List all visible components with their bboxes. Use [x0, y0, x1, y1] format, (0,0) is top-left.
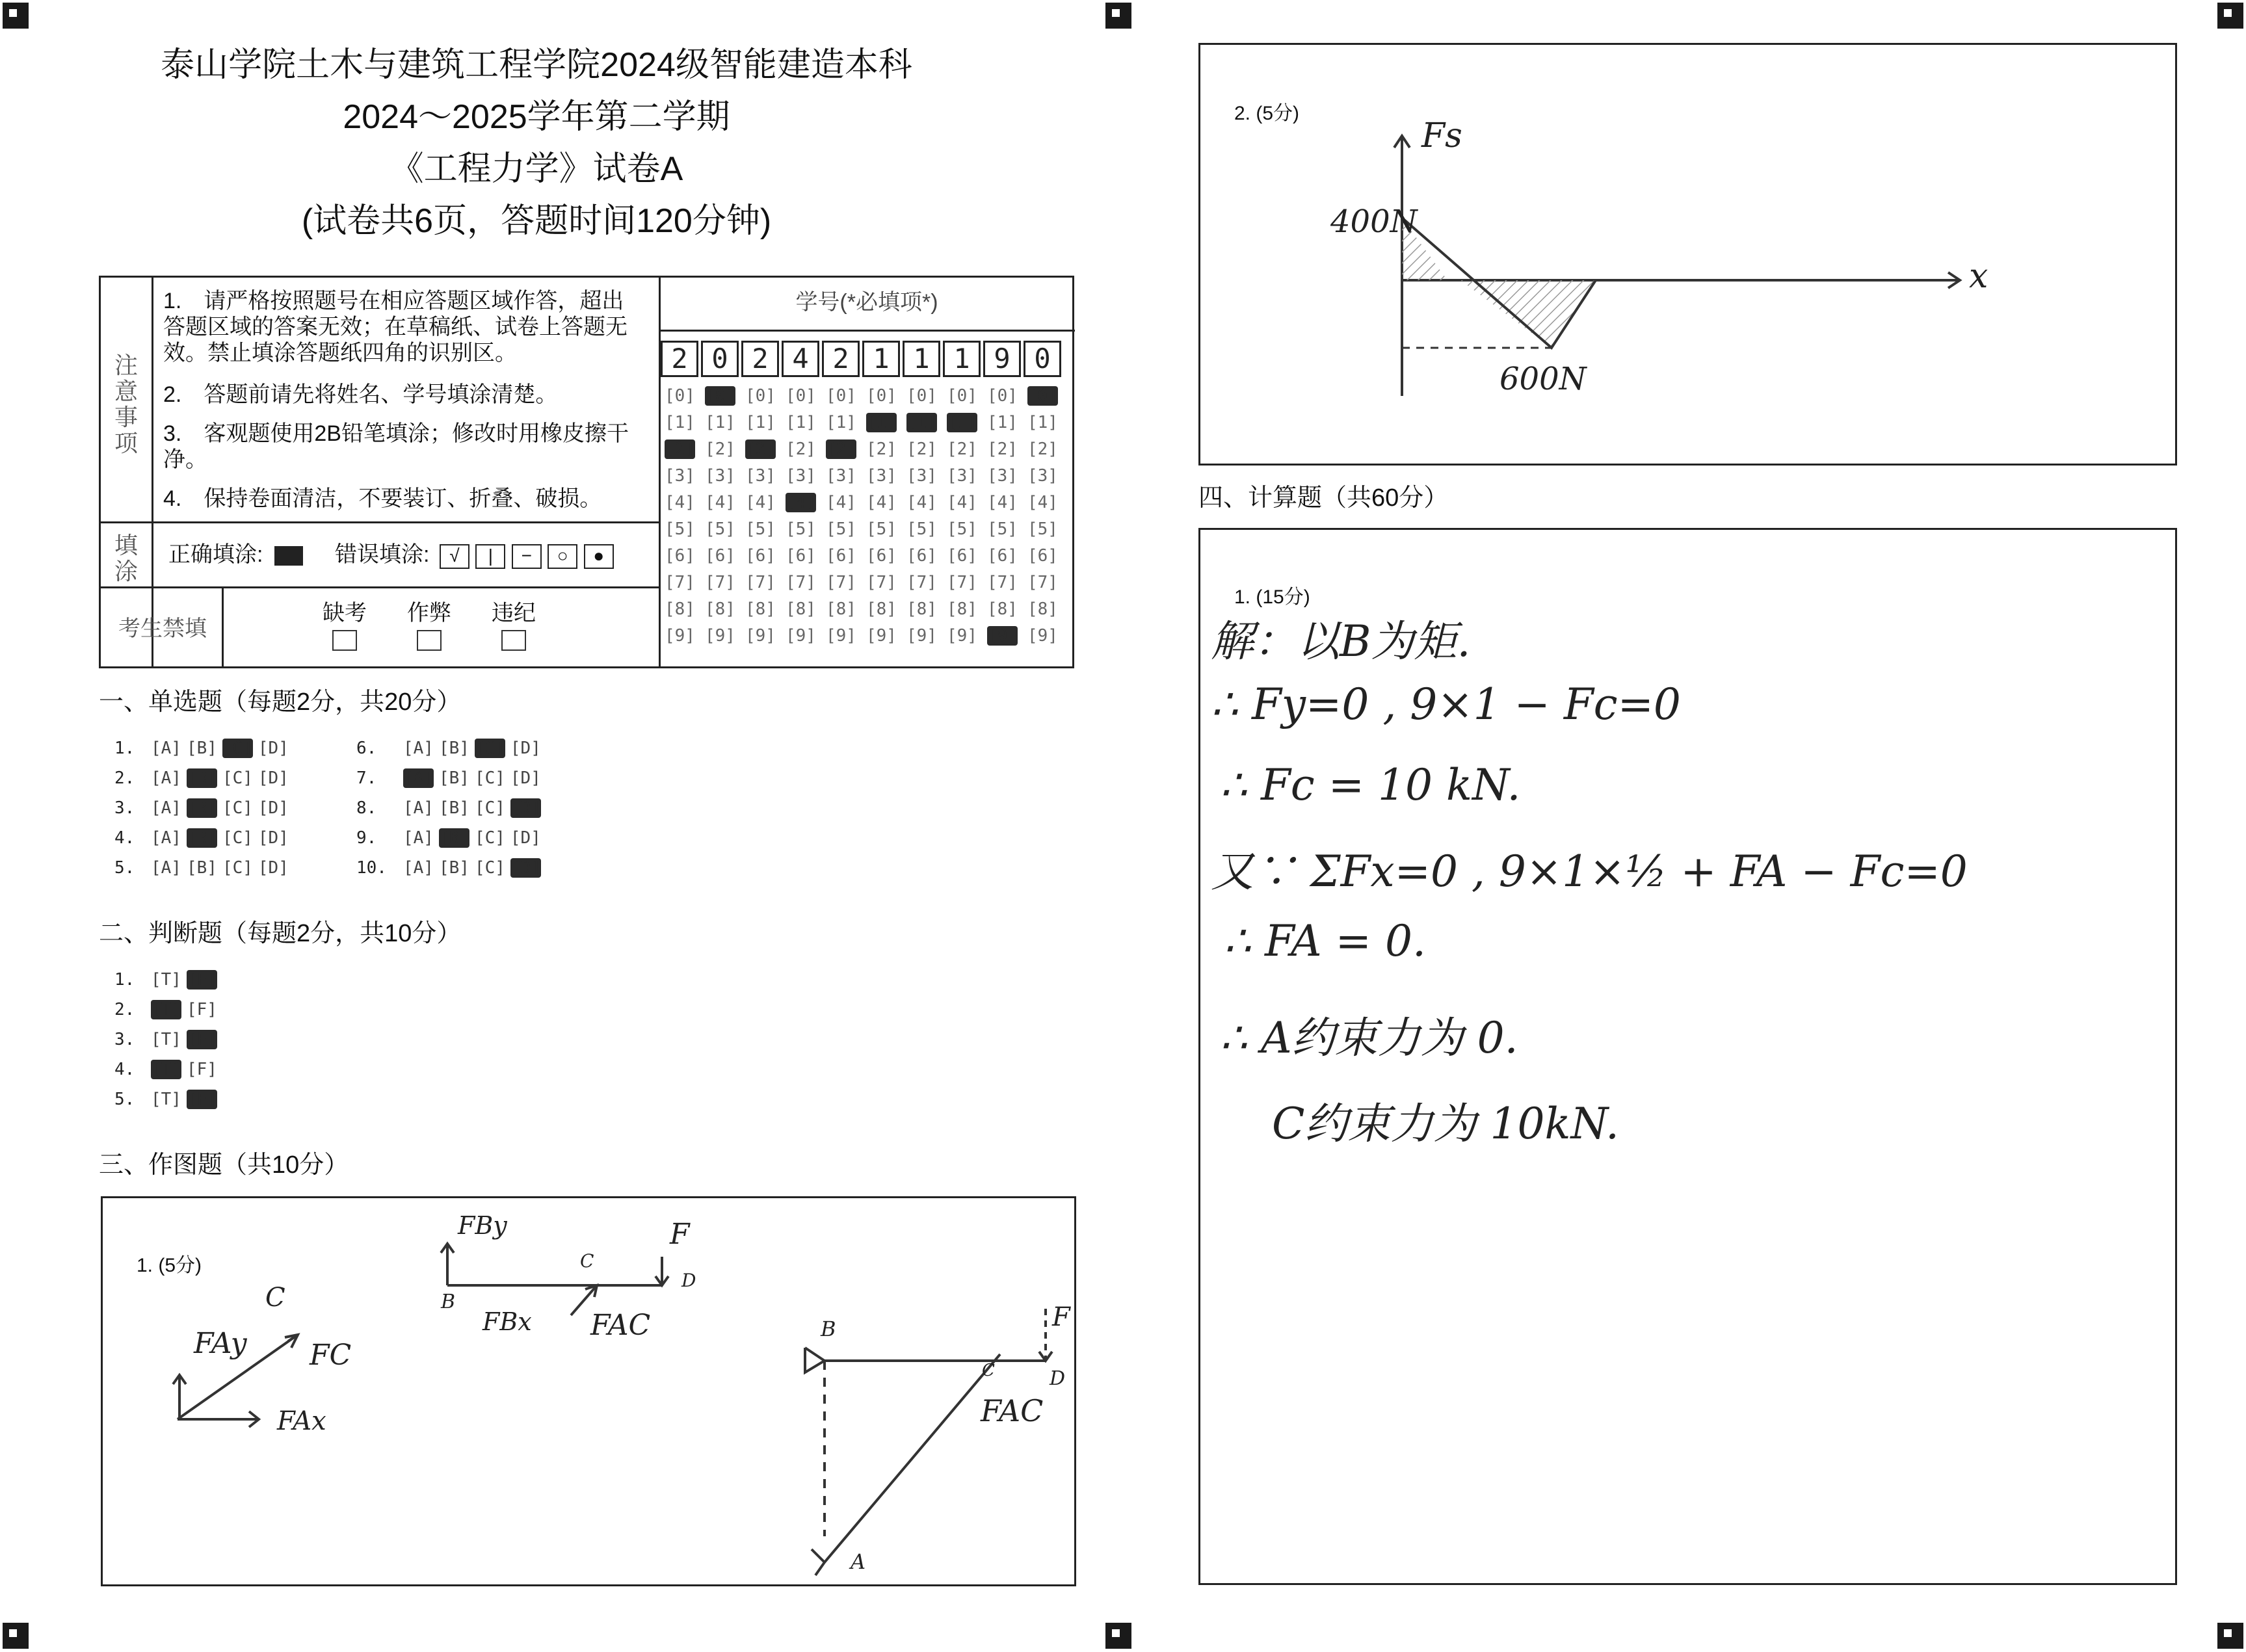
answer-bubble[interactable]: [A] — [151, 768, 181, 788]
student-id-bubble[interactable]: [7] — [906, 573, 937, 592]
student-id-bubble[interactable]: [8] — [786, 599, 816, 619]
shear-question-label: 2. (5分) — [1234, 103, 1300, 124]
shear-x-axis-label: x — [1969, 257, 1988, 296]
hand-label: D — [681, 1270, 696, 1291]
student-id-bubble[interactable]: [9] — [866, 626, 897, 646]
student-id-bubble[interactable]: [4] — [906, 493, 937, 512]
true-false-row — [114, 1060, 217, 1079]
question-number: 4. — [114, 828, 135, 848]
student-id-title: 学号(*必填项*) — [795, 290, 938, 315]
student-id-bubble[interactable]: [5] — [786, 519, 816, 539]
student-id-bubble[interactable]: [4] — [1027, 493, 1058, 512]
hand-label: FAy — [194, 1327, 247, 1360]
solution-line: 解：以B为矩. — [1211, 616, 1471, 666]
proctor-label: 考生禁填 — [118, 616, 207, 641]
answer-bubble[interactable]: [B] — [438, 768, 469, 788]
answer-bubble[interactable]: [B] — [438, 828, 469, 848]
solution-line: ∴ Fc = 10 kN. — [1220, 760, 1521, 810]
answer-bubble[interactable]: [A] — [151, 828, 181, 848]
answer-bubble[interactable]: [T] — [151, 1060, 181, 1079]
student-id-bubble[interactable]: [2] — [745, 439, 776, 459]
student-id-bubble[interactable]: [5] — [665, 519, 695, 539]
proctor-cheat[interactable]: 作弊 — [400, 600, 458, 652]
student-id-bubble[interactable]: [5] — [1027, 519, 1058, 539]
answer-bubble[interactable]: [D] — [258, 828, 289, 848]
fill-correct-sample — [274, 546, 303, 566]
student-id-bubble[interactable]: [1] — [987, 413, 1018, 432]
student-id-bubble[interactable]: [5] — [987, 519, 1018, 539]
hand-label: FBy — [458, 1211, 507, 1240]
student-id-bubble[interactable]: [8] — [906, 599, 937, 619]
student-id-bubble[interactable]: [0] — [987, 386, 1018, 406]
answer-bubble[interactable]: [A] — [403, 828, 434, 848]
student-id-bubble[interactable]: [3] — [1027, 466, 1058, 486]
student-id-digit-cell: 9 — [983, 341, 1021, 377]
calculation-answer-box[interactable] — [1198, 528, 2177, 1585]
student-id-digit-cell: 0 — [701, 341, 739, 377]
solution-line: ∴ FA = 0. — [1224, 916, 1426, 966]
student-id-bubble[interactable]: [1] — [1027, 413, 1058, 432]
notice-label: 注意事项 — [114, 352, 138, 456]
student-id-bubble[interactable]: [6] — [906, 546, 937, 566]
answer-bubble[interactable]: [C] — [222, 858, 253, 878]
question-number: 9. — [356, 828, 377, 848]
answer-bubble[interactable]: [F] — [186, 970, 217, 990]
student-id-bubble[interactable]: [1] — [866, 413, 897, 432]
proctor-violation[interactable]: 违纪 — [484, 600, 543, 652]
fill-wrong-label: 错误填涂: √ | − ○ ● — [335, 542, 614, 569]
student-id-bubble[interactable]: [6] — [826, 546, 856, 566]
question-number: 8. — [356, 798, 377, 818]
answer-bubble[interactable]: [D] — [258, 739, 289, 758]
hand-label: F — [670, 1218, 690, 1251]
notice-item-3: 3. 客观题使用2B铅笔填涂；修改时用橡皮擦干净。 — [163, 421, 629, 472]
hand-label: FBx — [482, 1307, 532, 1336]
answer-bubble[interactable]: [C] — [474, 768, 505, 788]
single-choice-row — [356, 828, 541, 848]
answer-bubble[interactable]: [B] — [438, 858, 469, 878]
student-id-bubble[interactable]: [1] — [826, 413, 856, 432]
single-choice-row — [114, 828, 289, 848]
student-id-digit-cell: 1 — [862, 341, 900, 377]
student-id-bubble[interactable]: [9] — [987, 626, 1018, 646]
answer-bubble[interactable]: [F] — [186, 1000, 217, 1019]
question-number: 2. — [114, 768, 135, 788]
student-id-bubble[interactable]: [2] — [947, 439, 977, 459]
student-id-digit-cell: 2 — [822, 341, 860, 377]
student-id-bubble[interactable]: [0] — [665, 386, 695, 406]
student-id-bubble[interactable]: [8] — [866, 599, 897, 619]
answer-bubble[interactable]: [A] — [403, 739, 434, 758]
student-id-bubble[interactable]: [1] — [665, 413, 695, 432]
fill-wrong-sample: √ — [440, 544, 469, 569]
single-choice-row — [356, 739, 541, 758]
student-id-bubble[interactable]: [2] — [705, 439, 735, 459]
student-id-bubble[interactable]: [6] — [1027, 546, 1058, 566]
student-id-bubble[interactable]: [6] — [947, 546, 977, 566]
hand-label: B — [441, 1291, 456, 1313]
hand-label: C — [982, 1361, 995, 1380]
student-id-bubble[interactable]: [2] — [786, 439, 816, 459]
hand-label: C — [265, 1283, 285, 1313]
notice-item-2: 2. 答题前请先将姓名、学号填涂清楚。 — [163, 382, 558, 407]
answer-bubble[interactable]: [T] — [151, 1030, 181, 1049]
student-id-bubble[interactable]: [6] — [745, 546, 776, 566]
student-id-bubble[interactable]: [9] — [906, 626, 937, 646]
answer-bubble[interactable]: [A] — [403, 798, 434, 818]
exam-title-line2: 2024～2025学年第二学期 — [343, 98, 730, 136]
single-choice-row — [114, 798, 289, 818]
answer-bubble[interactable]: [A] — [403, 768, 434, 788]
hand-label: B — [821, 1317, 836, 1341]
student-id-bubble[interactable]: [3] — [705, 466, 735, 486]
hand-label: FAx — [277, 1406, 326, 1436]
answer-bubble[interactable]: [A] — [151, 858, 181, 878]
student-id-bubble[interactable]: [3] — [826, 466, 856, 486]
answer-bubble[interactable]: [D] — [510, 858, 541, 878]
student-id-bubble[interactable]: [4] — [745, 493, 776, 512]
single-choice-row — [356, 798, 541, 818]
student-id-bubble[interactable]: [8] — [665, 599, 695, 619]
student-id-bubble[interactable]: [1] — [947, 413, 977, 432]
student-id-bubble[interactable]: [7] — [745, 573, 776, 592]
question-number: 2. — [114, 1000, 135, 1019]
student-id-bubble[interactable]: [7] — [705, 573, 735, 592]
answer-bubble[interactable]: [B] — [186, 768, 217, 788]
single-choice-row — [356, 768, 541, 788]
answer-bubble[interactable]: [D] — [258, 768, 289, 788]
student-id-digit-cell: 0 — [1024, 341, 1061, 377]
student-id-bubble[interactable]: [8] — [1027, 599, 1058, 619]
answer-bubble[interactable]: [B] — [186, 798, 217, 818]
answer-bubble[interactable]: [D] — [258, 858, 289, 878]
student-id-bubble[interactable]: [3] — [987, 466, 1018, 486]
student-id-bubble[interactable]: [6] — [866, 546, 897, 566]
answer-bubble[interactable]: [T] — [151, 1000, 181, 1019]
answer-bubble[interactable]: [B] — [186, 739, 217, 758]
answer-bubble[interactable]: [C] — [222, 798, 253, 818]
student-id-bubble[interactable]: [9] — [665, 626, 695, 646]
corner-mark — [3, 1623, 29, 1649]
solution-line: 又∵ ΣFx=0 , 9×1×½ + FA − Fc=0 — [1211, 846, 1968, 897]
answer-bubble[interactable]: [C] — [222, 739, 253, 758]
student-id-bubble[interactable]: [4] — [705, 493, 735, 512]
question-number: 1. — [114, 739, 135, 758]
answer-bubble[interactable]: [C] — [474, 828, 505, 848]
student-id-bubble[interactable]: [3] — [947, 466, 977, 486]
question-number: 4. — [114, 1060, 135, 1079]
answer-bubble[interactable]: [D] — [510, 828, 541, 848]
student-id-bubble[interactable]: [3] — [745, 466, 776, 486]
section3-title: 三、作图题（共10分） — [99, 1151, 349, 1179]
hand-label: D — [1050, 1367, 1066, 1390]
student-id-digit-cell: 1 — [943, 341, 981, 377]
student-id-bubble[interactable]: [0] — [786, 386, 816, 406]
student-id-bubble[interactable]: [4] — [786, 493, 816, 512]
student-id-bubble[interactable]: [6] — [786, 546, 816, 566]
student-id-bubble[interactable]: [1] — [786, 413, 816, 432]
answer-bubble[interactable]: [C] — [474, 858, 505, 878]
hand-label: FAC — [590, 1309, 651, 1342]
proctor-violation-checkbox[interactable] — [501, 630, 526, 651]
student-id-bubble[interactable]: [5] — [745, 519, 776, 539]
calculation-question-label: 1. (15分) — [1234, 586, 1310, 608]
question-number: 3. — [114, 798, 135, 818]
student-id-bubble[interactable]: [0] — [866, 386, 897, 406]
answer-bubble[interactable]: [F] — [186, 1060, 217, 1079]
student-id-bubble[interactable]: [4] — [987, 493, 1018, 512]
student-id-bubble[interactable]: [4] — [947, 493, 977, 512]
true-false-row — [114, 1000, 217, 1019]
proctor-absent[interactable]: 缺考 — [315, 600, 374, 652]
answer-bubble[interactable]: [F] — [186, 1030, 217, 1049]
student-id-bubble[interactable]: [7] — [1027, 573, 1058, 592]
student-id-digit-cell: 4 — [782, 341, 819, 377]
corner-mark — [2217, 1623, 2243, 1649]
shear-axis-label: Fs — [1421, 116, 1462, 155]
student-id-bubble[interactable]: [8] — [826, 599, 856, 619]
section2-title: 二、判断题（每题2分，共10分） — [99, 920, 462, 947]
answer-bubble[interactable]: [D] — [258, 798, 289, 818]
student-id-bubble[interactable]: [6] — [987, 546, 1018, 566]
student-id-bubble[interactable]: [7] — [866, 573, 897, 592]
student-id-bubble[interactable]: [4] — [866, 493, 897, 512]
answer-bubble[interactable]: [D] — [510, 739, 541, 758]
exam-title-line3: 《工程力学》试卷A — [390, 150, 683, 188]
notice-item-4: 4. 保持卷面清洁，不要装订、折叠、破损。 — [163, 486, 602, 511]
fill-wrong-sample: ● — [584, 544, 614, 569]
student-id-bubble[interactable]: [5] — [906, 519, 937, 539]
student-id-bubble[interactable]: [3] — [906, 466, 937, 486]
student-id-bubble[interactable]: [9] — [1027, 626, 1058, 646]
student-id-bubble[interactable]: [2] — [866, 439, 897, 459]
corner-mark — [1105, 1623, 1131, 1649]
answer-bubble[interactable]: [A] — [403, 858, 434, 878]
single-choice-row — [114, 768, 289, 788]
answer-bubble[interactable]: [C] — [222, 828, 253, 848]
hand-label: F — [1052, 1302, 1070, 1332]
student-id-bubble[interactable]: [8] — [745, 599, 776, 619]
student-id-bubble[interactable]: [2] — [826, 439, 856, 459]
student-id-bubble[interactable]: [7] — [826, 573, 856, 592]
student-id-digit-cell: 1 — [903, 341, 940, 377]
answer-bubble[interactable]: [D] — [510, 798, 541, 818]
fill-wrong-sample: − — [512, 544, 542, 569]
student-id-bubble[interactable]: [2] — [987, 439, 1018, 459]
student-id-bubble[interactable]: [9] — [745, 626, 776, 646]
student-id-bubble[interactable]: [9] — [826, 626, 856, 646]
true-false-row — [114, 1030, 217, 1049]
question-number: 7. — [356, 768, 377, 788]
student-id-bubble[interactable]: [2] — [906, 439, 937, 459]
hand-label: A — [851, 1549, 866, 1574]
student-id-bubble[interactable]: [7] — [786, 573, 816, 592]
student-id-bubble[interactable]: [9] — [705, 626, 735, 646]
student-id-bubble[interactable]: [9] — [786, 626, 816, 646]
fill-correct-label: 正确填涂: — [168, 542, 303, 568]
student-id-bubble[interactable]: [0] — [705, 386, 735, 406]
student-id-bubble[interactable]: [7] — [947, 573, 977, 592]
student-id-bubble[interactable]: [9] — [947, 626, 977, 646]
shear-diagram-box[interactable] — [1198, 43, 2177, 465]
question-number: 6. — [356, 739, 377, 758]
student-id-bubble[interactable]: [5] — [705, 519, 735, 539]
student-id-bubble[interactable]: [3] — [786, 466, 816, 486]
student-id-bubble[interactable]: [2] — [665, 439, 695, 459]
answer-bubble[interactable]: [C] — [222, 768, 253, 788]
student-id-bubble[interactable]: [0] — [947, 386, 977, 406]
hand-label: FAC — [981, 1393, 1044, 1428]
proctor-cheat-checkbox[interactable] — [417, 630, 442, 651]
single-choice-row — [114, 739, 289, 758]
solution-line: ∴ A约束力为 0. — [1220, 1013, 1518, 1063]
answer-bubble[interactable]: [C] — [474, 739, 505, 758]
exam-title-line1: 泰山学院土木与建筑工程学院2024级智能建造本科 — [161, 46, 912, 84]
student-id-bubble[interactable]: [0] — [1027, 386, 1058, 406]
question-number: 3. — [114, 1030, 135, 1049]
answer-bubble[interactable]: [A] — [151, 739, 181, 758]
student-id-digit-cell: 2 — [741, 341, 779, 377]
student-id-digit-cell: 2 — [661, 341, 698, 377]
proctor-absent-checkbox[interactable] — [332, 630, 357, 651]
student-id-bubble[interactable]: [6] — [705, 546, 735, 566]
answer-bubble[interactable]: [C] — [474, 798, 505, 818]
section4-title: 四、计算题（共60分） — [1198, 484, 1449, 512]
student-id-bubble[interactable]: [2] — [1027, 439, 1058, 459]
solution-line: C约束力为 10kN. — [1272, 1099, 1619, 1149]
student-id-bubble[interactable]: [8] — [987, 599, 1018, 619]
drawing-answer-box[interactable] — [101, 1196, 1076, 1586]
answer-bubble[interactable]: [T] — [151, 970, 181, 990]
answer-bubble[interactable]: [A] — [151, 798, 181, 818]
student-id-bubble[interactable]: [0] — [906, 386, 937, 406]
student-id-bubble[interactable]: [1] — [745, 413, 776, 432]
student-id-bubble[interactable]: [7] — [987, 573, 1018, 592]
student-id-bubble[interactable]: [1] — [705, 413, 735, 432]
answer-bubble[interactable]: [B] — [438, 739, 469, 758]
single-choice-row — [356, 858, 541, 878]
question-number: 1. — [114, 970, 135, 990]
fill-wrong-sample: ○ — [548, 544, 577, 569]
shear-force-diagram — [1200, 45, 2175, 464]
corner-mark — [3, 3, 29, 29]
student-id-bubble[interactable]: [5] — [826, 519, 856, 539]
answer-bubble[interactable]: [B] — [438, 798, 469, 818]
shear-value-label: 400N — [1330, 203, 1418, 240]
answer-bubble[interactable]: [B] — [186, 828, 217, 848]
student-id-bubble[interactable]: [8] — [705, 599, 735, 619]
solution-line: ∴ Fy=0 , 9×1 − Fc=0 — [1211, 679, 1681, 729]
exam-title-line4: (试卷共6页，答题时间120分钟) — [301, 202, 772, 240]
student-id-bubble[interactable]: [8] — [947, 599, 977, 619]
drawing-question-label: 1. (5分) — [137, 1255, 202, 1276]
fill-label: 填涂 — [114, 532, 138, 584]
notice-item-1: 1. 请严格按照题号在相应答题区域作答，超出答题区域的答案无效；在草稿纸、试卷上答题无效。禁止填涂答题纸四角的识别区。 — [163, 289, 628, 365]
student-id-bubble[interactable]: [1] — [906, 413, 937, 432]
question-number: 5. — [114, 858, 135, 878]
student-id-bubble[interactable]: [5] — [947, 519, 977, 539]
student-id-bubble[interactable]: [4] — [826, 493, 856, 512]
student-id-bubble[interactable]: [6] — [665, 546, 695, 566]
student-id-bubble[interactable]: [7] — [665, 573, 695, 592]
student-id-bubble[interactable]: [0] — [745, 386, 776, 406]
answer-bubble[interactable]: [T] — [151, 1090, 181, 1109]
true-false-row — [114, 1090, 217, 1109]
fill-wrong-sample: | — [475, 544, 505, 569]
question-number: 5. — [114, 1090, 135, 1109]
question-number: 10. — [356, 858, 387, 878]
hand-label: C — [580, 1250, 594, 1272]
hand-label: FC — [310, 1339, 352, 1372]
student-id-bubble[interactable]: [0] — [826, 386, 856, 406]
single-choice-row — [114, 858, 289, 878]
true-false-row — [114, 970, 217, 990]
corner-mark — [1105, 3, 1131, 29]
answer-bubble[interactable]: [D] — [510, 768, 541, 788]
student-id-bubble[interactable]: [4] — [665, 493, 695, 512]
student-id-bubble[interactable]: [3] — [866, 466, 897, 486]
student-id-bubble[interactable]: [5] — [866, 519, 897, 539]
section1-title: 一、单选题（每题2分，共20分） — [99, 688, 462, 716]
answer-bubble[interactable]: [F] — [186, 1090, 217, 1109]
shear-value-label: 600N — [1500, 361, 1587, 397]
answer-bubble[interactable]: [B] — [186, 858, 217, 878]
student-id-bubble[interactable]: [3] — [665, 466, 695, 486]
corner-mark — [2217, 3, 2243, 29]
